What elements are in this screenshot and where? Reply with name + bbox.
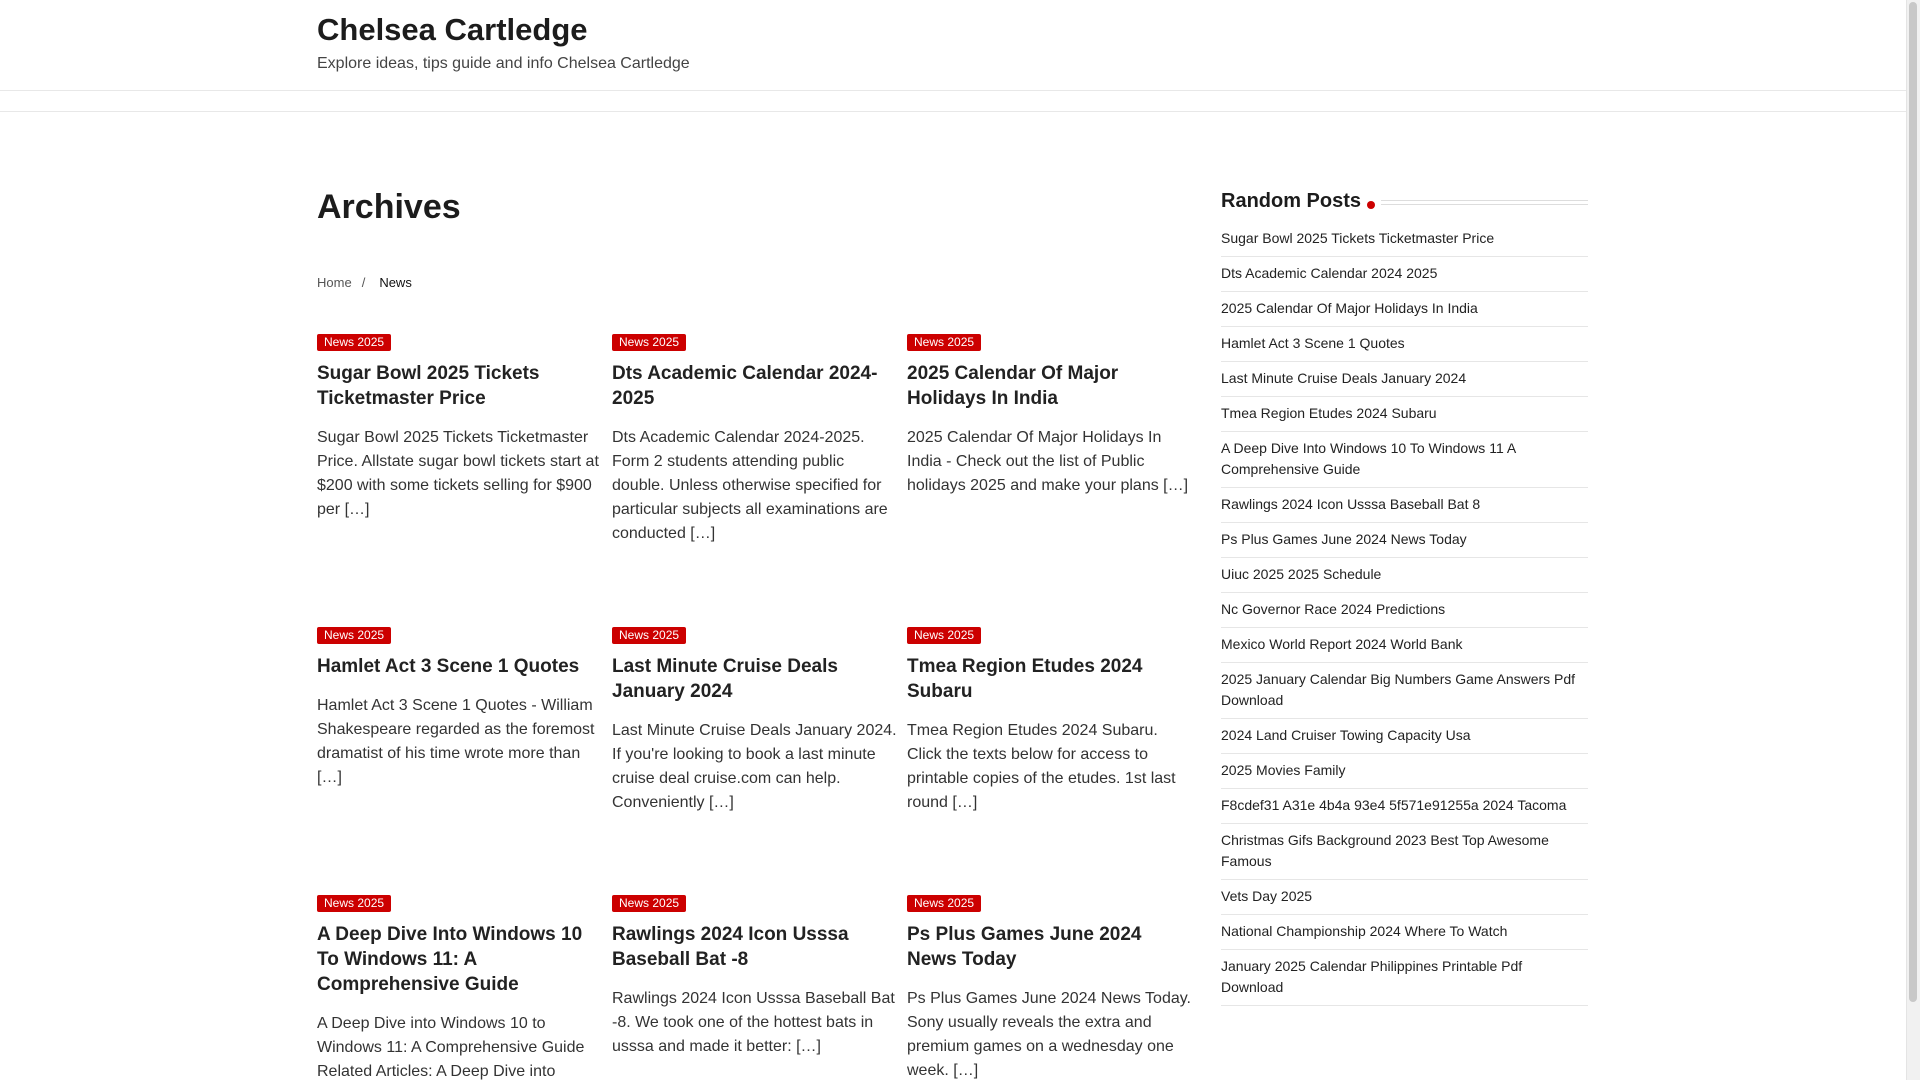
post-card	[317, 333, 605, 522]
site-tagline: Explore ideas, tips guide and info Chelsea Cartledge	[317, 55, 690, 72]
post-category-badge[interactable]: News 2025	[907, 334, 981, 351]
site-header	[0, 0, 1906, 91]
post-title-link[interactable]: A Deep Dive Into Windows 10 To Windows 11: A Comprehensive Guide	[317, 924, 583, 995]
widget-title: Random Posts	[1221, 190, 1369, 213]
post-category-badge[interactable]: News 2025	[612, 334, 686, 351]
post-title-link[interactable]: Ps Plus Games June 2024 News Today	[907, 924, 1142, 970]
post-title-link[interactable]: Rawlings 2024 Icon Usssa Baseball Bat -8	[612, 924, 849, 970]
random-post-link[interactable]: Dts Academic Calendar 2024 2025	[1221, 257, 1588, 292]
random-post-link[interactable]: Last Minute Cruise Deals January 2024	[1221, 362, 1588, 397]
post-card	[317, 626, 605, 790]
random-post-link[interactable]: Ps Plus Games June 2024 News Today	[1221, 523, 1588, 558]
post-excerpt: A Deep Dive into Windows 10 to Windows 11: A Comprehensive Guide Related Articles: A Deep Dive into	[317, 1015, 585, 1080]
breadcrumb-home-link[interactable]: Home	[317, 275, 352, 290]
post-title-link[interactable]: Sugar Bowl 2025 Tickets Ticketmaster Price	[317, 363, 540, 409]
breadcrumb	[317, 275, 412, 290]
post-card	[612, 626, 900, 815]
random-post-link[interactable]: Vets Day 2025	[1221, 880, 1588, 915]
post-excerpt: Dts Academic Calendar 2024-2025. Form 2 students attending public double. Unless otherwise specified for particular subjects all examinations are conducted […]	[612, 429, 888, 542]
random-post-link[interactable]: 2025 January Calendar Big Numbers Game Answers Pdf Download	[1221, 663, 1588, 719]
post-excerpt: Rawlings 2024 Icon Usssa Baseball Bat -8. We took one of the hottest bats in usssa and made it better: […]	[612, 990, 895, 1055]
post-card	[907, 626, 1195, 815]
post-excerpt: Last Minute Cruise Deals January 2024. If you're looking to book a last minute cruise deal cruise.com can help. Conveniently […]	[612, 722, 897, 811]
post-excerpt: Ps Plus Games June 2024 News Today. Sony usually reveals the extra and premium games on a wednesday one week. […]	[907, 990, 1191, 1079]
post-card	[612, 333, 900, 546]
breadcrumb-current: News	[379, 275, 412, 290]
random-post-link[interactable]: 2025 Calendar Of Major Holidays In India	[1221, 292, 1588, 327]
post-category-badge[interactable]: News 2025	[907, 895, 981, 912]
post-excerpt: Tmea Region Etudes 2024 Subaru. Click the texts below for access to printable copies of the etudes. 1st last round […]	[907, 722, 1176, 811]
post-excerpt: Sugar Bowl 2025 Tickets Ticketmaster Price. Allstate sugar bowl tickets start at $200 with some tickets selling for $900 per […]	[317, 429, 599, 518]
archive-title: Archives	[317, 188, 461, 226]
random-post-link[interactable]: Uiuc 2025 2025 Schedule	[1221, 558, 1588, 593]
random-post-link[interactable]: Nc Governor Race 2024 Predictions	[1221, 593, 1588, 628]
post-category-badge[interactable]: News 2025	[612, 627, 686, 644]
random-post-link[interactable]: Rawlings 2024 Icon Usssa Baseball Bat 8	[1221, 488, 1588, 523]
post-category-badge[interactable]: News 2025	[317, 627, 391, 644]
post-card	[612, 894, 900, 1059]
post-card	[907, 894, 1195, 1080]
accent-dot-icon	[1367, 201, 1375, 209]
post-category-badge[interactable]: News 2025	[907, 627, 981, 644]
post-excerpt: Hamlet Act 3 Scene 1 Quotes - William Shakespeare regarded as the foremost dramatist of his time wrote more than […]	[317, 697, 595, 786]
page-scrollbar[interactable]	[1906, 0, 1920, 1080]
post-category-badge[interactable]: News 2025	[317, 334, 391, 351]
post-category-badge[interactable]: News 2025	[612, 895, 686, 912]
post-card	[317, 894, 605, 1080]
post-category-badge[interactable]: News 2025	[317, 895, 391, 912]
post-title-link[interactable]: Tmea Region Etudes 2024 Subaru	[907, 656, 1143, 702]
random-post-link[interactable]: Mexico World Report 2024 World Bank	[1221, 628, 1588, 663]
random-post-link[interactable]: 2025 Movies Family	[1221, 754, 1588, 789]
random-post-link[interactable]: F8cdef31 A31e 4b4a 93e4 5f571e91255a 2024 Tacoma	[1221, 789, 1588, 824]
random-post-link[interactable]: National Championship 2024 Where To Watch	[1221, 915, 1588, 950]
breadcrumb-separator: /	[361, 275, 366, 290]
random-posts-list	[1221, 222, 1588, 1006]
random-post-link[interactable]: 2024 Land Cruiser Towing Capacity Usa	[1221, 719, 1588, 754]
widget-header	[1221, 190, 1588, 218]
random-post-link[interactable]: Hamlet Act 3 Scene 1 Quotes	[1221, 327, 1588, 362]
random-post-link[interactable]: Sugar Bowl 2025 Tickets Ticketmaster Price	[1221, 222, 1588, 257]
post-title-link[interactable]: Dts Academic Calendar 2024-2025	[612, 363, 878, 409]
scrollbar-thumb[interactable]	[1909, 2, 1917, 1002]
post-title-link[interactable]: 2025 Calendar Of Major Holidays In India	[907, 363, 1119, 409]
random-post-link[interactable]: Tmea Region Etudes 2024 Subaru	[1221, 397, 1588, 432]
main-nav-bar	[0, 91, 1906, 112]
post-excerpt: 2025 Calendar Of Major Holidays In India - Check out the list of Public holidays 2025 and make your plans […]	[907, 429, 1189, 494]
site-title-link[interactable]: Chelsea Cartledge	[317, 12, 588, 47]
post-title-link[interactable]: Hamlet Act 3 Scene 1 Quotes	[317, 656, 580, 677]
post-title-link[interactable]: Last Minute Cruise Deals January 2024	[612, 656, 838, 702]
post-card	[907, 333, 1195, 498]
widget-divider	[1381, 200, 1588, 205]
random-post-link[interactable]: A Deep Dive Into Windows 10 To Windows 11 A Comprehensive Guide	[1221, 432, 1588, 488]
random-post-link[interactable]: January 2025 Calendar Philippines Printable Pdf Download	[1221, 950, 1588, 1006]
random-post-link[interactable]: Christmas Gifs Background 2023 Best Top Awesome Famous	[1221, 824, 1588, 880]
sidebar-random-posts	[1221, 190, 1588, 1006]
